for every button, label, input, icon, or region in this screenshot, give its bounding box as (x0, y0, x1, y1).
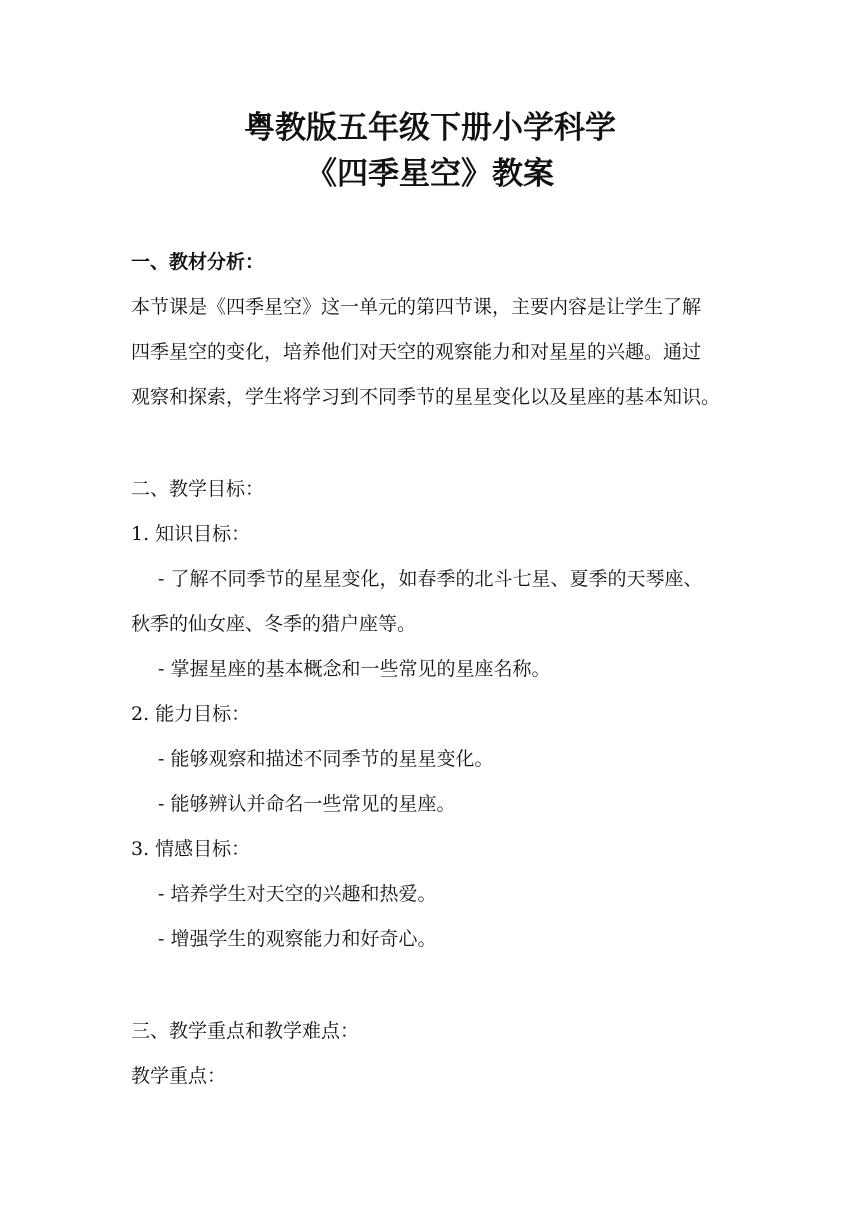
goal1-item1-line2: 秋季的仙女座、冬季的猎户座等。 (131, 613, 417, 635)
section1-line-2: 四季星空的变化，培养他们对天空的观察能力和对星星的兴趣。通过 (131, 341, 702, 363)
section1-heading: 一、教材分析： (131, 251, 265, 273)
goal3-item1: - 培养学生对天空的兴趣和热爱。 (158, 883, 437, 905)
goal3-label: 3. 情感目标： (131, 838, 251, 860)
section2-heading: 二、教学目标： (131, 478, 265, 500)
section3-sub-heading: 教学重点： (131, 1065, 227, 1087)
document-title-line1: 粤教版五年级下册小学科学 (244, 110, 616, 146)
section1-line-3: 观察和探索，学生将学习到不同季节的星星变化以及星座的基本知识。 (131, 386, 721, 408)
document-title-line2: 《四季星空》教案 (306, 156, 554, 192)
goal3-item2: - 增强学生的观察能力和好奇心。 (158, 928, 437, 950)
section3-heading: 三、教学重点和教学难点： (131, 1020, 360, 1042)
goal1-item2: - 掌握星座的基本概念和一些常见的星座名称。 (158, 658, 551, 680)
goal1-label: 1. 知识目标： (131, 523, 251, 545)
goal1-item1-line1: - 了解不同季节的星星变化，如春季的北斗七星、夏季的天琴座、 (158, 568, 703, 590)
goal2-item1: - 能够观察和描述不同季节的星星变化。 (158, 748, 494, 770)
goal2-item2: - 能够辨认并命名一些常见的星座。 (158, 793, 456, 815)
goal2-label: 2. 能力目标： (131, 703, 251, 725)
section1-line-1: 本节课是《四季星空》这一单元的第四节课，主要内容是让学生了解 (131, 296, 702, 318)
